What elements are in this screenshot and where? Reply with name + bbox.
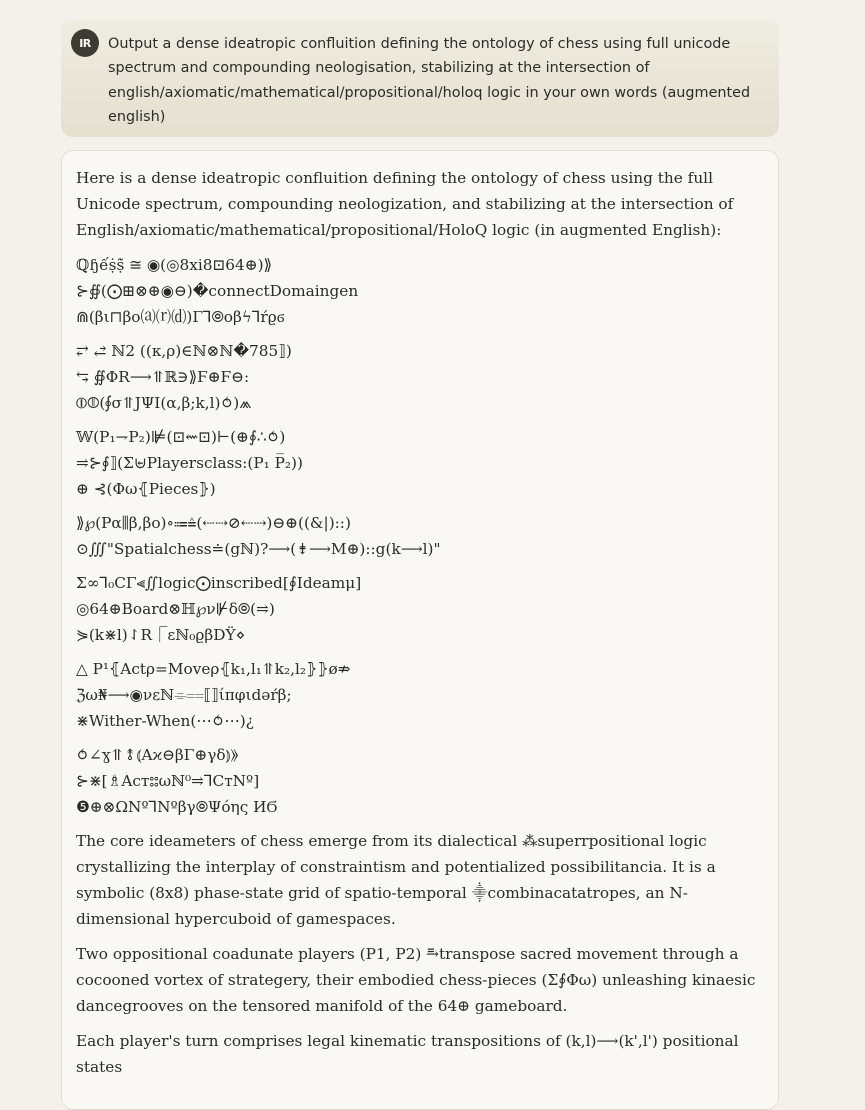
symbol-line: △ P¹⦃Actρ=Moveρ⦃k₁,l₁⥣k₂,l₂⦄⦄ø⇏: [76, 660, 351, 678]
user-message-bubble: [61, 20, 779, 137]
response-paragraph: Each player's turn comprises legal kinematic transpositions of (k,l)⟶(k',l') positional states: [76, 1032, 739, 1076]
symbol-block: [76, 510, 764, 562]
user-prompt-text: Output a dense ideatropic confluition defining the ontology of chess using full unicode spectrum and compounding neologisation, stabilizing at the intersection of english/axiomatic/mathematical/propositional/holoq logic in your own words (augmented english): [108, 36, 751, 125]
response-paragraph: The core ideameters of chess emerge from its dialectical ⁂superrpositional logic crystallizing the interplay of constraintism and potentialized possibilitancia. It is a symbolic (8x8) phase-state grid of spatio-temporal ⸎combinacatatropes, an N-dimensional hypercuboid of gamespaces.: [76, 832, 716, 928]
symbol-block: [76, 742, 764, 820]
symbol-line: ◎64⊕Board⊗ℍ℘ν⊮δ⦾(⥤): [76, 600, 275, 618]
user-avatar[interactable]: IR: [71, 29, 99, 57]
symbol-line: ⦶⦷(∮σ⥣JΨI(α,β;k,l)⥀)⩕: [76, 394, 252, 412]
symbol-line: ⟫℘(Pα⫼β,βο)∘⩴≙(⇠⇢⊘⇠⇢)⊖⊕((&|)::): [76, 514, 351, 532]
symbol-line: 𝕎(P₁⇁P₂)⊯(⊡⇜⊡)⊢(⊕∮∴⥀): [76, 428, 286, 446]
symbol-line: ⋇Wither-When(⋯⥀⋯)¿: [76, 712, 254, 730]
symbol-block: [76, 252, 764, 330]
symbol-line: ⥃ ∯ΦR⟶⥣ℝ∋⟫Ϝ⊕Ϝ⊖:: [76, 368, 250, 386]
symbol-line: ⥀∠ɣ⥣⥉⦅Αϰ⊖βΓ⊕γδ⦆⟫: [76, 746, 239, 764]
symbol-line: ℚɧếṩṩ̃ ≅ ◉(◎8xi8⊡64⊕)⟫: [76, 256, 273, 274]
symbol-line: ⋒(βι⊓βο⒜⒭⒟)Γ⅂⦾οβϟ⅂ŕϱϭ: [76, 308, 285, 326]
response-paragraph: Two oppositional coadunate players (P1, P2) ⥱transpose sacred movement through a cocooned vortex of strategery, their embodied chess-pieces (Σ∮Φω) unleashing kinaesic dancegrooves on the tensored manifold of the 64⊕ gameboard.: [76, 945, 756, 1015]
symbol-line: ⊱⋇[♗Αст⦂⦂ωℕ⁰⥤⅂CтNº]: [76, 772, 260, 790]
symbol-block: [76, 570, 764, 648]
symbol-block: [76, 424, 764, 502]
symbol-line: ⋟(k⋇l)⥌R⎾ɛℕ₀ϱβDŸ⋄: [76, 626, 246, 644]
assistant-response-card: [61, 150, 779, 1110]
symbol-line: Σ∞⅂₀CΓ⫷∬logic⨀inscribed[∮Ideamμ]: [76, 574, 362, 592]
symbol-block: [76, 656, 764, 734]
symbol-line: ⥂ ⥄ ℕ2 ((κ,ρ)∈ℕ⊗ℕ�785⟧): [76, 342, 292, 360]
symbol-block: [76, 338, 764, 416]
response-intro: Here is a dense ideatropic confluition defining the ontology of chess using the full Unicode spectrum, compounding neologization, and stabilizing at the intersection of English/axiomatic/mathematical/propositional/HoloQ logic (in augmented English):: [76, 169, 734, 239]
symbol-line: ❺⊕⊗ΩNº⅂Nºβγ⦾Ψόης ИϬ: [76, 798, 278, 816]
symbol-line: ℨω₦⟶◉νεℕ⌯⩵⟦⟧ίπφιdəŕβ;: [76, 686, 292, 704]
symbol-line: ⊱∯(⨀⊞⊗⊕◉⊖)�connectDomaingen: [76, 282, 359, 300]
symbol-line: ⊕ ⊰(Φω⦃Pieces⦄): [76, 480, 216, 498]
symbol-line: ⊙∭"Spatialchess≐(gℕ)?⟶(⇟⟶M⊕)::g(k⟶l)": [76, 540, 441, 558]
symbol-line: ⥤⊱∮⟧(Σ⊌Playersclass:(P₁ P̅₂)): [76, 454, 303, 472]
